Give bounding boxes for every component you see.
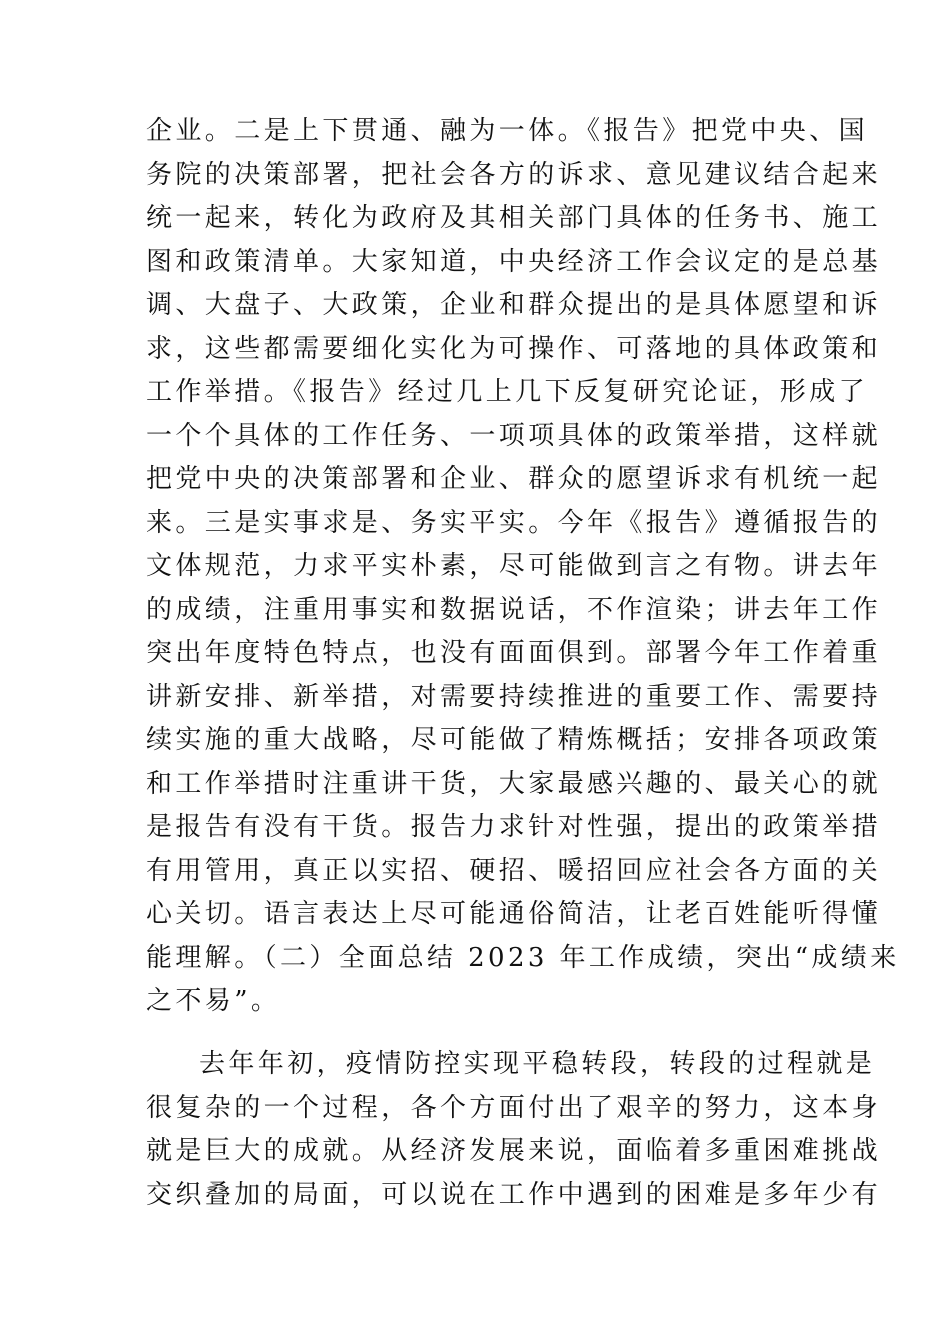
text-line: 有用管用，真正以实招、硬招、暖招回应社会各方面的关: [146, 855, 882, 886]
paragraph-1: [146, 110, 900, 1024]
text-line: 心关切。语言表达上尽可能通俗简洁，让老百姓能听得懂: [146, 899, 882, 929]
text-line: 突出年度特色特点，也没有面面俱到。部署今年工作着重: [146, 638, 882, 668]
text-line: 调、大盘子、大政策，企业和群众提出的是具体愿望和诉: [146, 290, 882, 320]
text-line: 来。三是实事求是、务实平实。今年《报告》遵循报告的: [146, 507, 882, 538]
text-line: 图和政策清单。大家知道，中央经济工作会议定的是总基: [146, 246, 882, 277]
text-line: 的成绩，注重用事实和数据说话，不作渲染；讲去年工作: [146, 594, 882, 625]
text-line: 一个个具体的工作任务、一项项具体的政策举措，这样就: [146, 420, 882, 451]
text-line: 把党中央的决策部署和企业、群众的愿望诉求有机统一起: [146, 464, 882, 494]
text-line: 很复杂的一个过程，各个方面付出了艰辛的努力，这本身: [146, 1092, 882, 1123]
text-line: 和工作举措时注重讲干货，大家最感兴趣的、最关心的就: [146, 768, 882, 799]
text-line: 求，这些都需要细化实化为可操作、可落地的具体政策和: [146, 333, 882, 364]
text-line: 能理解。（二）全面总结 2023 年工作成绩，突出“成绩来: [146, 942, 900, 973]
text-line: 务院的决策部署，把社会各方的诉求、意见建议结合起来: [146, 159, 882, 190]
text-line: 讲新安排、新举措，对需要持续推进的重要工作、需要持: [146, 681, 882, 712]
text-line: 文体规范，力求平实朴素，尽可能做到言之有物。讲去年: [146, 551, 882, 581]
paragraph-2: [146, 1043, 882, 1217]
text-line: 企业。二是上下贯通、融为一体。《报告》把党中央、国: [146, 116, 869, 146]
text-line: 是报告有没有干货。报告力求针对性强，提出的政策举措: [146, 812, 882, 842]
text-line: 去年年初，疫情防控实现平稳转段，转段的过程就是: [199, 1049, 876, 1079]
text-line: 统一起来，转化为政府及其相关部门具体的任务书、施工: [146, 203, 882, 233]
text-line: 就是巨大的成就。从经济发展来说，面临着多重困难挑战: [146, 1136, 882, 1166]
text-line: 交织叠加的局面，可以说在工作中遇到的困难是多年少有: [146, 1179, 882, 1210]
text-line: 之不易”。: [146, 986, 281, 1016]
text-line: 工作举措。《报告》经过几上几下反复研究论证，形成了: [146, 377, 869, 407]
text-line: 续实施的重大战略，尽可能做了精炼概括；安排各项政策: [146, 725, 882, 755]
